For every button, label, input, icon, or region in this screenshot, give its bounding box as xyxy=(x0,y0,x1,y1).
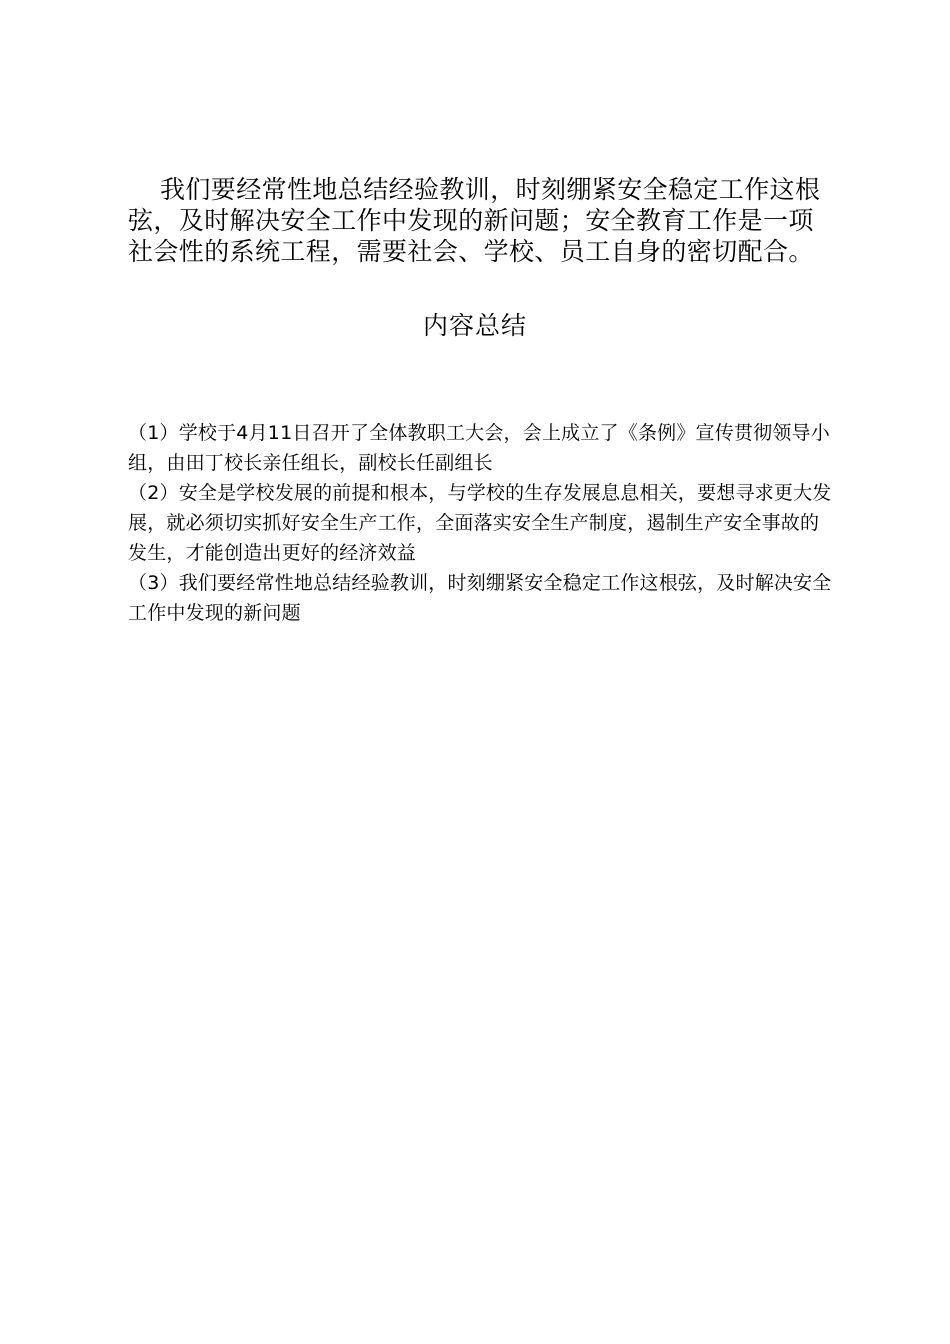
summary-item-3: （3）我们要经常性地总结经验教训，时刻绷紧安全稳定工作这根弦，及时解决安全工作中发现的新问题 xyxy=(128,572,832,624)
summary-list xyxy=(128,418,833,628)
summary-item-2: （2）安全是学校发展的前提和根本，与学校的生存发展息息相关，要想寻求更大发展，就必须切实抓好安全生产工作，全面落实安全生产制度，遏制生产安全事故的发生，才能创造出更好的经济效益 xyxy=(128,482,832,564)
intro-paragraph: 我们要经常性地总结经验教训，时刻绷紧安全稳定工作这根弦，及时解决安全工作中发现的新问题；安全教育工作是一项社会性的系统工程，需要社会、学校、员工自身的密切配合。 xyxy=(128,175,821,266)
section-heading: 内容总结 xyxy=(422,311,527,340)
summary-item-1: （1）学校于4月11日召开了全体教职工大会，会上成立了《条例》宣传贯彻领导小组，由田丁校长亲任组长，副校长任副组长 xyxy=(128,422,830,474)
